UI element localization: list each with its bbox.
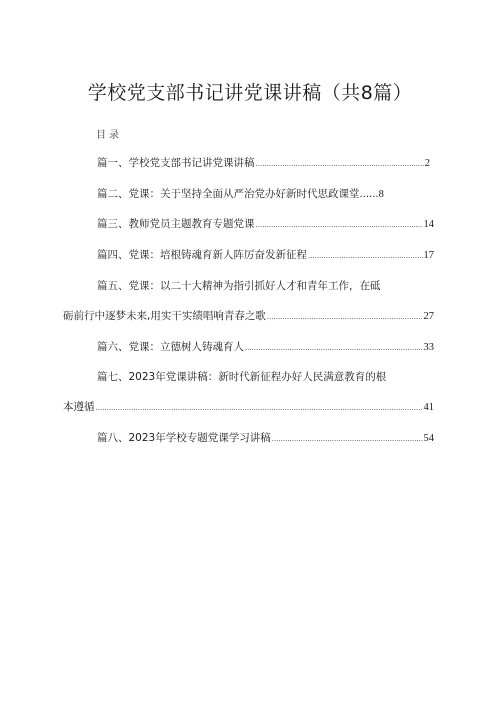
toc-entry-title: 篇二、党课：关于坚持全面从严治党办好新时代思政课堂: [97, 188, 360, 200]
toc-leader-dots: [272, 431, 423, 447]
toc-entry[interactable]: [63, 399, 434, 415]
toc-entry-line1[interactable]: 篇七、2023年党课讲稿：新时代新征程办好人民满意教育的根: [97, 371, 387, 383]
toc-entry-title: 篇三、教师党员主题教育专题党课: [97, 218, 255, 230]
toc-entry[interactable]: [97, 247, 434, 263]
toc-entry[interactable]: [97, 155, 430, 171]
toc-entry[interactable]: [97, 430, 434, 446]
toc-entry-title: 砺前行中逐梦未来,用实干实绩唱响青春之歌: [63, 310, 266, 322]
toc-entry-title: 篇四、党课：培根铸魂育新人阵厉奋发新征程: [97, 249, 307, 261]
toc-page-number: 17: [423, 250, 434, 261]
toc-heading: 目录: [96, 130, 122, 141]
toc-leader-dots: [267, 309, 423, 325]
toc-entry-title: 本遵循: [63, 401, 95, 413]
toc-entry-title: 篇八、2023年学校专题党课学习讲稿: [97, 432, 271, 444]
toc-leader-dots: ......: [359, 189, 379, 200]
document-title: 学校党支部书记讲党课讲稿（共8篇）: [87, 82, 413, 104]
toc-page-number: 14: [423, 219, 434, 230]
toc-leader-dots: [256, 217, 423, 233]
toc-leader-dots: [96, 400, 423, 416]
toc-page-number: 54: [423, 433, 434, 444]
toc-entry[interactable]: [97, 186, 384, 202]
toc-entry[interactable]: [97, 339, 434, 355]
toc-page-number: 8: [378, 189, 384, 200]
toc-leader-dots: [256, 156, 424, 172]
toc-page-number: 33: [423, 342, 434, 353]
toc-page-number: 41: [423, 402, 434, 413]
toc-page-number: 27: [423, 311, 434, 322]
toc-page-number: 2: [424, 158, 430, 169]
toc-entry[interactable]: [63, 308, 434, 324]
toc-leader-dots: [245, 340, 423, 356]
toc-entry[interactable]: [97, 216, 434, 232]
toc-entry-title: 篇一、学校党支部书记讲党课讲稿: [97, 157, 255, 169]
toc-entry-title: 篇六、党课：立德树人铸魂育人: [97, 341, 244, 353]
toc-entry-line1[interactable]: 篇五、党课：以二十大精神为指引抓好人才和青年工作，在砥: [97, 280, 381, 292]
toc-leader-dots: [308, 248, 423, 264]
